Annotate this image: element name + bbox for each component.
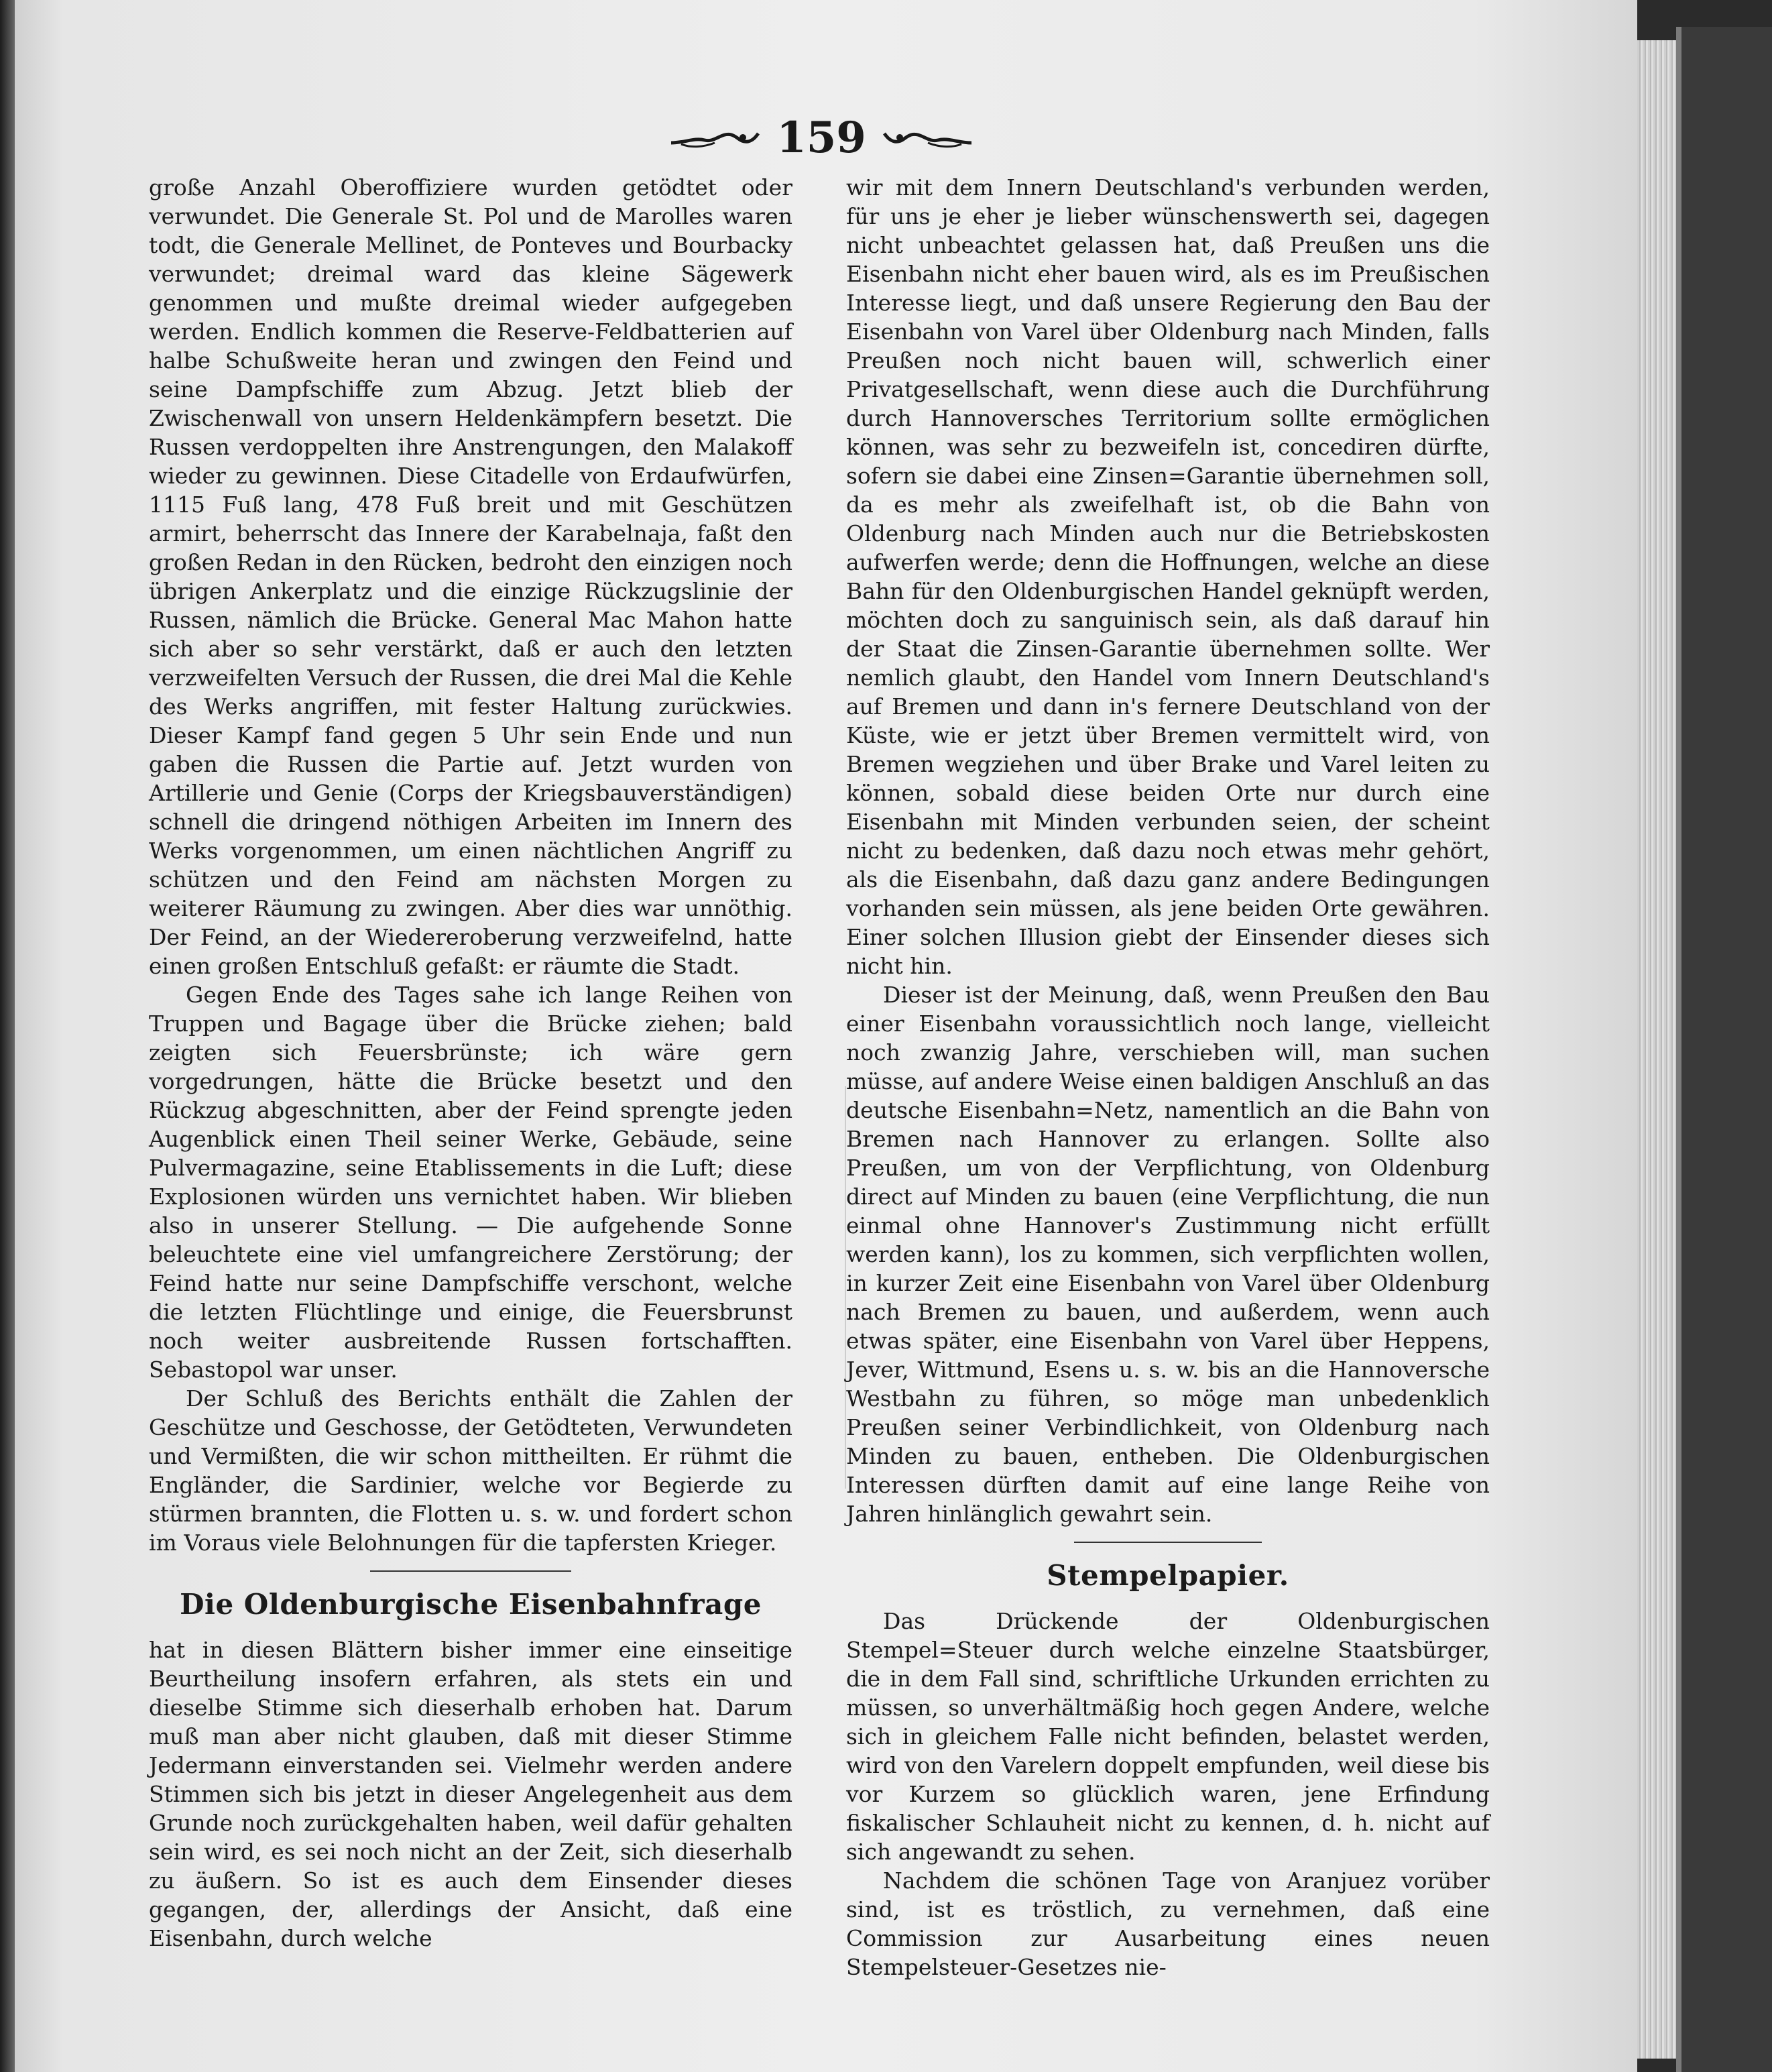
book-cover-board bbox=[1676, 27, 1772, 2072]
page-header bbox=[664, 107, 979, 168]
section-heading: Die Oldenburgische Eisenbahnfrage bbox=[180, 1588, 762, 1621]
section-divider bbox=[370, 1570, 571, 1572]
paragraph: Nachdem die schönen Tage von Aranjuez vorüber sind, ist es tröstlich, zu vernehmen, daß eine Commission zur Ausarbeitung eines neuen Stempelsteuer-Gesetzes nie- bbox=[846, 1867, 1490, 1980]
right-text-column bbox=[846, 173, 1490, 1981]
section-divider bbox=[1074, 1542, 1262, 1543]
paragraph: wir mit dem Innern Deutschland's verbunden werden, für uns je eher je lieber wünschenswerth sei, dagegen nicht unbeachtet gelassen hat, daß Preußen uns die Eisenbahn nicht eher bauen wird, als es im Preußischen Interesse liegt, und daß unsere Regierung den Bau der Eisenbahn von Varel über Oldenburg nach Minden, falls Preußen noch nicht bauen will, schwerlich einer Privatgesellschaft, wenn diese auch die Durchführung durch Hannoversches Territorium sollte ermöglichen können, was sehr zu bezweifeln ist, concediren dürfte, sofern sie dabei eine Zinsen=Garantie übernehmen soll, da es mehr als zweifelhaft ist, ob die Bahn von Oldenburg nach Minden auch nur die Betriebskosten aufwerfen werde; denn die Hoffnungen, welche an diese Bahn für den Oldenburgischen Handel geknüpft werden, möchten doch zu sanguinisch sein, als daß darauf hin der Staat die Zinsen-Garantie übernehmen sollte. Wer nemlich glaubt, den Handel vom Innern Deutschland's auf Bremen und dann in's fernere Deutschland von der Küste, wie er jetzt über Bremen vermittelt wird, von Bremen wegziehen und über Brake und Varel leiten zu können, sobald diese beiden Orte nur durch eine Eisenbahn mit Minden verbunden seien, der scheint nicht zu bedenken, daß dazu noch etwas mehr gehört, als die Eisenbahn, daß dazu ganz andere Bedingungen vorhanden sein müssen, als jene beiden Orte gewähren. Einer solchen Illusion giebt der Einsender dieses sich nicht hin. bbox=[846, 174, 1490, 979]
page-fore-edge bbox=[1637, 40, 1676, 2059]
paragraph: hat in diesen Blättern bisher immer eine einseitige Beurtheilung insofern erfahren, als stets ein und dieselbe Stimme sich dieserhalb erhoben hat. Darum muß man aber nicht glauben, daß mit dieser Stimme Jedermann einverstanden sei. Vielmehr werden andere Stimmen sich bis jetzt in dieser Angelegenheit aus dem Grunde noch zurückgehalten haben, weil dafür gehalten sein wird, es sei noch nicht an der Zeit, sich dieserhalb zu äußern. So ist es auch dem Einsender dieses gegangen, der, allerdings der Ansicht, daß eine Eisenbahn, durch welche bbox=[149, 1637, 792, 1951]
section-heading: Stempelpapier. bbox=[1047, 1559, 1289, 1592]
left-flourish-ornament-icon bbox=[668, 117, 762, 158]
right-flourish-ornament-icon bbox=[881, 117, 975, 158]
paragraph: Dieser ist der Meinung, daß, wenn Preußen den Bau einer Eisenbahn voraussichtlich noch lange, vielleicht noch zwanzig Jahre, verschieben will, man suchen müsse, auf andere Weise einen baldigen Anschluß an das deutsche Eisenbahn=Netz, namentlich an die Bahn von Bremen nach Hannover zu erlangen. Sollte also Preußen, um von der Verpflichtung, von Oldenburg direct auf Minden zu bauen (eine Verpflichtung, die nun einmal ohne Hannover's Zustimmung nicht erfüllt werden kann), los zu kommen, sich verpflichten wollen, in kurzer Zeit eine Eisenbahn von Varel über Oldenburg nach Bremen zu bauen, und außerdem, wenn auch etwas später, eine Eisenbahn von Varel über Heppens, Jever, Wittmund, Esens u. s. w. bis an die Hannoversche Westbahn zu führen, so möge man unbedenklich Preußen seiner Verbindlichkeit, von Oldenburg nach Minden zu bauen, entheben. Die Oldenburgischen Interessen dürften damit auf eine lange Reihe von Jahren hinlänglich gewahrt sein. bbox=[846, 982, 1490, 1527]
paragraph: Der Schluß des Berichts enthält die Zahlen der Geschütze und Geschosse, der Getödteten, Verwundeten und Vermißten, die wir schon mittheilten. Er rühmt die Engländer, die Sardinier, welche vor Begierde zu stürmen brannten, die Flotten u. s. w. und fordert schon im Voraus viele Belohnungen für die tapfersten Krieger. bbox=[149, 1385, 792, 1556]
paragraph: Gegen Ende des Tages sahe ich lange Reihen von Truppen und Bagage über die Brücke ziehen; bald zeigten sich Feuersbrünste; ich wäre gern vorgedrungen, hätte die Brücke besetzt und den Rückzug abgeschnitten, aber der Feind sprengte jeden Augenblick einen Theil seiner Werke, Gebäude, seine Pulvermagazine, seine Etablissements in die Luft; diese Explosionen würden uns vernichtet haben. Wir blieben also in unserer Stellung. — Die aufgehende Sonne beleuchtete eine viel umfangreichere Zerstörung; der Feind hatte nur seine Dampfschiffe verschont, welche die letzten Flüchtlinge und einige, die Feuersbrunst noch weiter ausbreitende Russen fortschafften. Sebastopol war unser. bbox=[149, 982, 792, 1383]
margin-marking bbox=[835, 1086, 846, 1489]
page-number: 159 bbox=[776, 112, 866, 163]
left-text-column bbox=[149, 173, 792, 1953]
paragraph: Das Drückende der Oldenburgischen Stempel=Steuer durch welche einzelne Staatsbürger, die in dem Fall sind, schriftliche Urkunden errichten zu müssen, so unverhältmäßig hoch gegen Andere, welche sich in gleichem Falle nicht befinden, belastet werden, wird von den Varelern doppelt empfunden, weil diese bis vor Kurzem so glücklich waren, jene Erfindung fiskalischer Schlauheit nicht zu kennen, d. h. nicht auf sich angewandt zu sehen. bbox=[846, 1608, 1490, 1865]
paragraph: große Anzahl Oberoffiziere wurden getödtet oder verwundet. Die Generale St. Pol und de Marolles waren todt, die Generale Mellinet, de Ponteves und Bourbacky verwundet; dreimal ward das kleine Sägewerk genommen und mußte dreimal wieder aufgegeben werden. Endlich kommen die Reserve-Feldbatterien auf halbe Schußweite heran und zwingen den Feind und seine Dampfschiffe zum Abzug. Jetzt blieb der Zwischenwall von unsern Heldenkämpfern besetzt. Die Russen verdoppelten ihre Anstrengungen, den Malakoff wieder zu gewinnen. Diese Citadelle von Erdaufwürfen, 1115 Fuß lang, 478 Fuß breit und mit Geschützen armirt, beherrscht das Innere der Karabelnaja, faßt den großen Redan in den Rücken, bedroht den einzigen noch übrigen Ankerplatz und die einzige Rückzugslinie der Russen, nämlich die Brücke. General Mac Mahon hatte sich aber so sehr verstärkt, daß er auch den letzten verzweifelten Versuch der Russen, die drei Mal die Kehle des Werks angriffen, mit fester Haltung zurückwies. Dieser Kampf fand gegen 5 Uhr sein Ende und nun gaben die Russen die Partie auf. Jetzt wurden von Artillerie und Genie (Corps der Kriegsbauverständigen) schnell die dringend nöthigen Arbeiten im Innern des Werks vorgenommen, um einen nächtlichen Angriff zu schützen und den Feind am nächsten Morgen zu weiterer Räumung zu zwingen. Aber dies war unnöthig. Der Feind, an der Wiedereroberung verzweifelnd, hatte einen großen Entschluß gefaßt: er räumte die Stadt. bbox=[149, 174, 792, 979]
